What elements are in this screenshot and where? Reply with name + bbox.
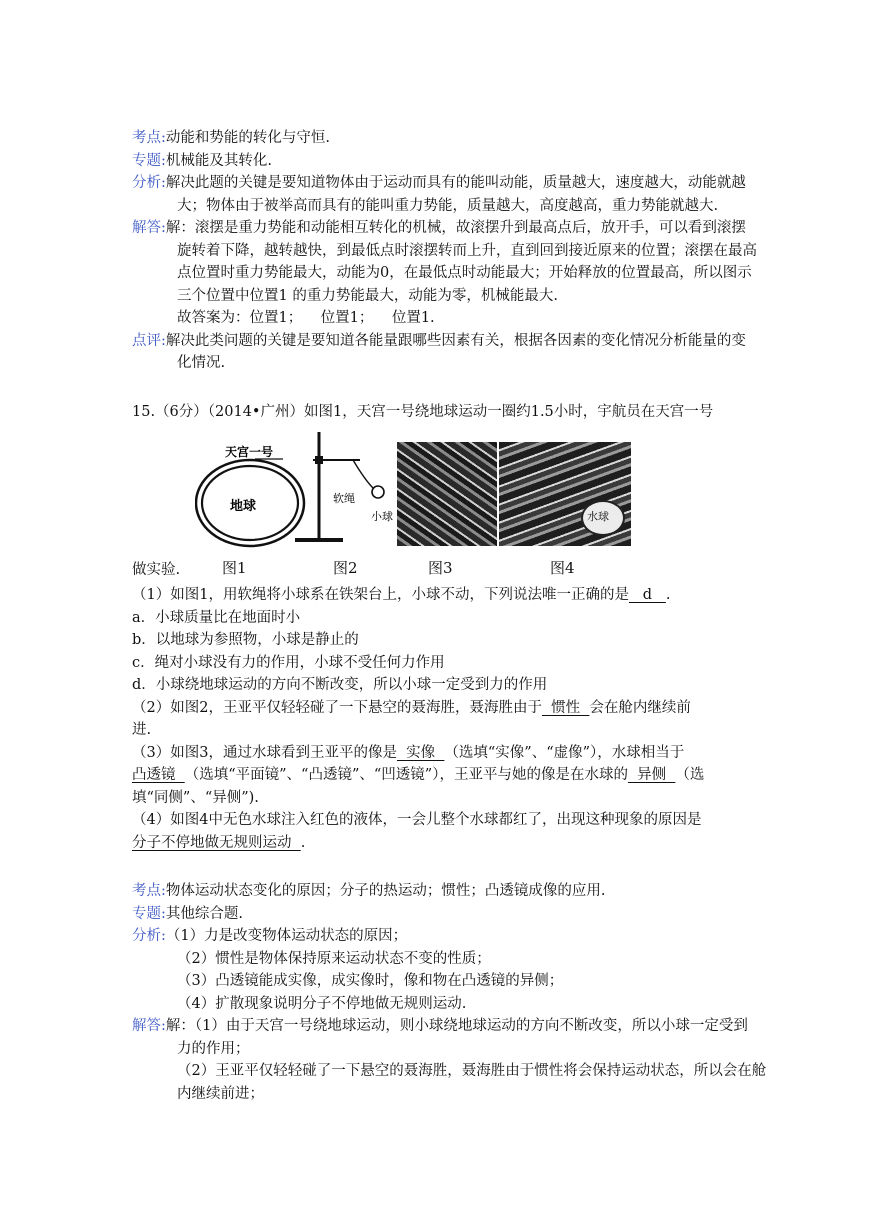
figure-3-caption: 图3 bbox=[428, 559, 453, 577]
dianping-line-1: 解决此类问题的关键是要知道各能量跟哪些因素有关，根据各因素的变化情况分析能量的变 bbox=[165, 332, 746, 349]
kaodian-text-2: 物体运动状态变化的原因；分子的热运动；惯性；凸透镜成像的应用. bbox=[165, 883, 606, 899]
option-a: a．小球质量比在地面时小 bbox=[132, 609, 301, 626]
part-4-line-2: 分子不停地做无规则运动 . bbox=[132, 834, 306, 851]
fenxi-row bbox=[132, 172, 792, 195]
kaodian-row-2 bbox=[132, 880, 792, 903]
jieda-answer-line: 故答案为：位置1； 位置1； 位置1. bbox=[177, 310, 435, 326]
fenxi-label: 分析: bbox=[132, 175, 166, 191]
fenxi2-line-3: （3）凸透镜能成实像，成实像时，像和物在凸透镜的异侧； bbox=[177, 973, 564, 989]
kaodian-label: 考点: bbox=[132, 130, 166, 146]
jieda-label: 解答: bbox=[132, 220, 166, 236]
fenxi2-line-2: （2）惯性是物体保持原来运动状态不变的性质； bbox=[177, 950, 491, 967]
zhuanti-row bbox=[132, 150, 792, 173]
jieda-row-2 bbox=[132, 1015, 792, 1038]
figure-3-photo bbox=[397, 442, 497, 546]
zhuanti-row-2 bbox=[132, 903, 792, 926]
fenxi-label-2: 分析: bbox=[132, 928, 166, 944]
part-3-answer-3: 异侧 bbox=[627, 767, 676, 783]
zhuanti-label: 专题: bbox=[132, 152, 166, 169]
part-3-answer-1: 实像 bbox=[396, 744, 445, 761]
tiangong-label: 天宫一号 bbox=[225, 445, 274, 459]
dianping-line-2: 化情况. bbox=[177, 355, 226, 371]
part-4-answer: 分子不停地做无规则运动 bbox=[132, 834, 301, 851]
stem-end-text: 做实验. bbox=[132, 562, 181, 578]
option-c: c．绳对小球没有力的作用，小球不受任何力作用 bbox=[132, 654, 445, 671]
jieda-line-1: 解：滚摆是重力势能和动能相互转化的机械，故滚摆升到最高点后，放开手，可以看到滚摆 bbox=[165, 220, 746, 236]
ball-label: 小球 bbox=[371, 510, 393, 523]
fenxi-line-1: 解决此题的关键是要知道物体由于运动而具有的能叫动能，质量越大，速度越大，动能就越 bbox=[165, 175, 746, 191]
earth-label: 地球 bbox=[230, 499, 257, 514]
part-2-question: （2）如图2，王亚平仅轻轻碰了一下悬空的聂海胜，聂海胜由于 惯性 会在舱内继续前 bbox=[132, 699, 691, 716]
dianping-label: 点评: bbox=[132, 332, 166, 349]
jieda2-line-3: （2）王亚平仅轻轻碰了一下悬空的聂海胜，聂海胜由于惯性将会保持运动状态，所以会在舱 bbox=[177, 1063, 767, 1079]
question-15-stem bbox=[132, 401, 792, 424]
question-figures bbox=[195, 430, 635, 550]
figure-4-caption: 图4 bbox=[550, 559, 575, 577]
jieda-line-3: 点位置时重力势能最大，动能为0，在最低点时动能最大；开始释放的位置最高，所以图示 bbox=[177, 265, 752, 281]
part-2-line-2: 进. bbox=[132, 722, 152, 738]
part-3-question: （3）如图3，通过水球看到王亚平的像是 实像 （选填“实像”、“虚像”），水球相当于 bbox=[132, 744, 685, 761]
jieda2-line-4: 内继续前进； bbox=[177, 1085, 264, 1102]
part-1-question: （1）如图1，用软绳将小球系在铁架台上，小球不动，下列说法唯一正确的是 d . bbox=[132, 587, 671, 603]
part-3-line-2: 凸透镜 （选填“平面镜”、“凸透镜”、“凹透镜”），王亚平与她的像是在水球的 异侧 （选 bbox=[132, 767, 705, 783]
fenxi-line-2: 大；物体由于被举高而具有的能叫重力势能，质量越大，高度越高，重力势能就越大. bbox=[177, 197, 719, 214]
option-d: d．小球绕地球运动的方向不断改变，所以小球一定受到力的作用 bbox=[132, 677, 548, 693]
jieda2-line-2: 力的作用； bbox=[177, 1040, 250, 1057]
dianping-row bbox=[132, 330, 792, 353]
part-1-answer: d bbox=[628, 587, 666, 603]
jieda2-line-1: 解：（1）由于天宫一号绕地球运动，则小球绕地球运动的方向不断改变，所以小球一定受到 bbox=[165, 1018, 748, 1034]
part-3-answer-2: 凸透镜 bbox=[132, 767, 185, 783]
analysis-section-2 bbox=[132, 880, 792, 1105]
jieda-line-2: 旋转着下降，越转越快，到最低点时滚摆转而上升，直到回到接近原来的位置；滚摆在最高 bbox=[177, 242, 757, 259]
rope-label: 软绳 bbox=[333, 492, 355, 505]
small-ball bbox=[372, 486, 384, 498]
kaodian-row bbox=[132, 127, 792, 150]
part-3-line-3: 填“同侧”、“异侧”). bbox=[132, 789, 259, 806]
question-stem-text: 15.（6分）（2014•广州）如图1，天宫一号绕地球运动一圈约1.5小时，宇航员在天宫一号 bbox=[132, 404, 714, 420]
zhuanti-label-2: 专题: bbox=[132, 905, 166, 922]
kaodian-label-2: 考点: bbox=[132, 883, 166, 899]
jieda-row bbox=[132, 217, 792, 240]
zhuanti-text: 机械能及其转化. bbox=[165, 152, 272, 169]
part-4-question: （4）如图4中无色水球注入红色的液体，一会儿整个水球都红了，出现这种现象的原因是 bbox=[132, 812, 702, 828]
water-ball-label: 水球 bbox=[587, 510, 609, 523]
fenxi2-line-4: （4）扩散现象说明分子不停地做无规则运动. bbox=[177, 995, 467, 1012]
part-2-answer: 惯性 bbox=[541, 699, 590, 716]
figure-2-caption: 图2 bbox=[333, 559, 358, 577]
analysis-section-1 bbox=[132, 127, 792, 375]
figure-4-photo bbox=[499, 442, 631, 546]
fenxi2-line-1: （1）力是改变物体运动状态的原因； bbox=[165, 928, 408, 944]
kaodian-text: 动能和势能的转化与守恒. bbox=[165, 130, 330, 146]
fenxi-row-2 bbox=[132, 925, 792, 948]
rope bbox=[353, 460, 373, 488]
question-15-parts bbox=[132, 584, 792, 854]
zhuanti-text-2: 其他综合题. bbox=[165, 905, 243, 922]
option-b: b．以地球为参照物，小球是静止的 bbox=[132, 632, 359, 648]
jieda-label-2: 解答: bbox=[132, 1018, 166, 1034]
figure-1-caption: 图1 bbox=[222, 559, 247, 577]
jieda-line-4: 三个位置中位置1 的重力势能最大，动能为零，机械能最大. bbox=[177, 287, 558, 304]
